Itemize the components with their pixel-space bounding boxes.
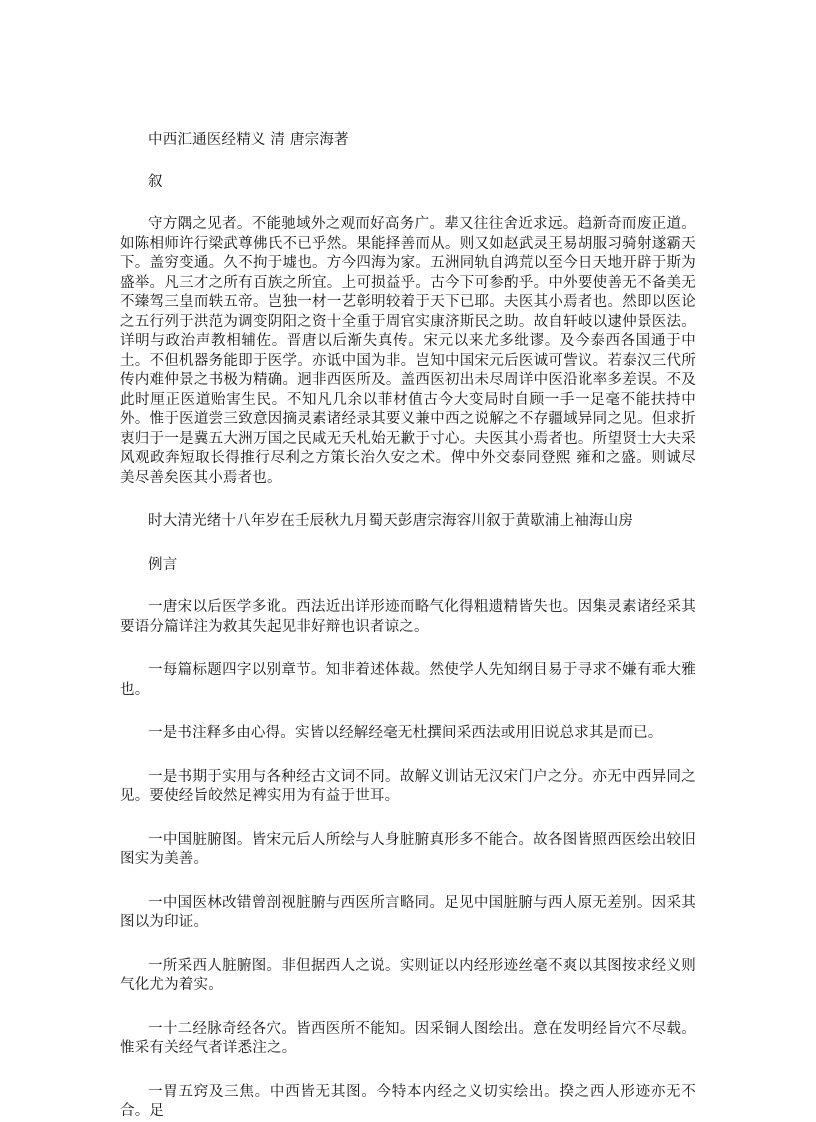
examples-heading: 例言 xyxy=(148,556,178,573)
example-item: 一是书注释多由心得。实皆以经解经毫无杜撰间采西法或用旧说总求其是而已。 xyxy=(148,725,663,741)
example-item: 一是书期于实用与各种经古文词不同。故解义训诂无汉宋门户之分。亦无中西异同之见。要使经旨皎然足裨实用为有益于世耳。 xyxy=(120,768,696,804)
preface-heading: 叙 xyxy=(148,173,163,190)
preface-body: 守方隅之见者。不能驰域外之观而好高务广。辈又往往舍近求远。趋新奇而废正道。如陈相师许行梁武尊佛氏不已乎然。果能择善而从。则又如赵武灵王易胡服习骑射遂霸天下。盖穷变通。久不拘于墟也。方今四海为家。五洲同轨自鸿荒以至今日天地开辟于斯为盛举。凡三才之所有百族之所宜。上可损益乎。古今下可参酌乎。中外要使善无不备美无不臻驾三皇而轶五帝。岂独一材一艺彰明较着于天下已耶。夫医其小焉者也。然即以医论之五行列于洪范为调变阴阳之资十全重于周官实康济斯民之助。故自轩岐以逮仲景医法。详明与政治声教相辅佐。晋唐以后渐失真传。宋元以来尤多纰谬。及今泰西各国通于中土。不但机器务能即于医学。亦诋中国为非。岂知中国宋元后医诚可訾议。若泰汉三代所传内难仲景之书极为精确。迥非西医所及。盖西医初出未尽周详中医沿讹率多差误。不及此时厘正医道贻害生民。不知凡几余以菲材值古今大变局时自顾一手一足毫不能扶持中外。惟于医道尝三致意因摘灵素诸经录其要义兼中西之说解之不存疆域异同之见。但求折衷归于一是冀五大洲万国之民咸无夭札始无歉于寸心。夫医其小焉者也。所望贤士大夫采风观政奔短取长得推行尽利之方策长治久安之术。俾中外交泰同登熙 雍和之盛。则诚尽美尽善矣医其小焉者也。 xyxy=(120,216,696,486)
example-item: 一唐宋以后医学多讹。西法近出详形迹而略气化得粗遗精皆失也。因集灵素诸经采其要语分篇详注为救其失起见非好辩也识者谅之。 xyxy=(120,599,696,635)
document-title: 中西汇通医经精义 清 唐宗海著 xyxy=(148,132,349,148)
example-item: 一中国脏腑图。皆宋元后人所绘与人身脏腑真形多不能合。故各图皆照西医绘出较旧图实为美善。 xyxy=(120,831,696,867)
example-item: 一每篇标题四字以别章节。知非着述体裁。然使学人先知纲目易于寻求不嫌有乖大雅也。 xyxy=(120,662,696,698)
preface-dated-line: 时大清光绪十八年岁在壬辰秋九月蜀天彭唐宗海容川叙于黄歇浦上袖海山房 xyxy=(148,513,634,529)
example-item: 一十二经脉奇经各穴。皆西医所不能知。因采铜人图绘出。意在发明经旨穴不尽载。惟采有关经气者详悉注之。 xyxy=(120,1020,696,1056)
example-item: 一胃五窍及三焦。中西皆无其图。今特本内经之义切实绘出。揆之西人形迹亦无不合。足 xyxy=(120,1083,696,1119)
example-item: 一所采西人脏腑图。非但据西人之说。实则证以内经形迹丝毫不爽以其图按求经义则气化尤为着实。 xyxy=(120,957,696,993)
example-item: 一中国医林改错曾剖视脏腑与西医所言略同。足见中国脏腑与西人原无差别。因采其图以为印证。 xyxy=(120,894,696,930)
